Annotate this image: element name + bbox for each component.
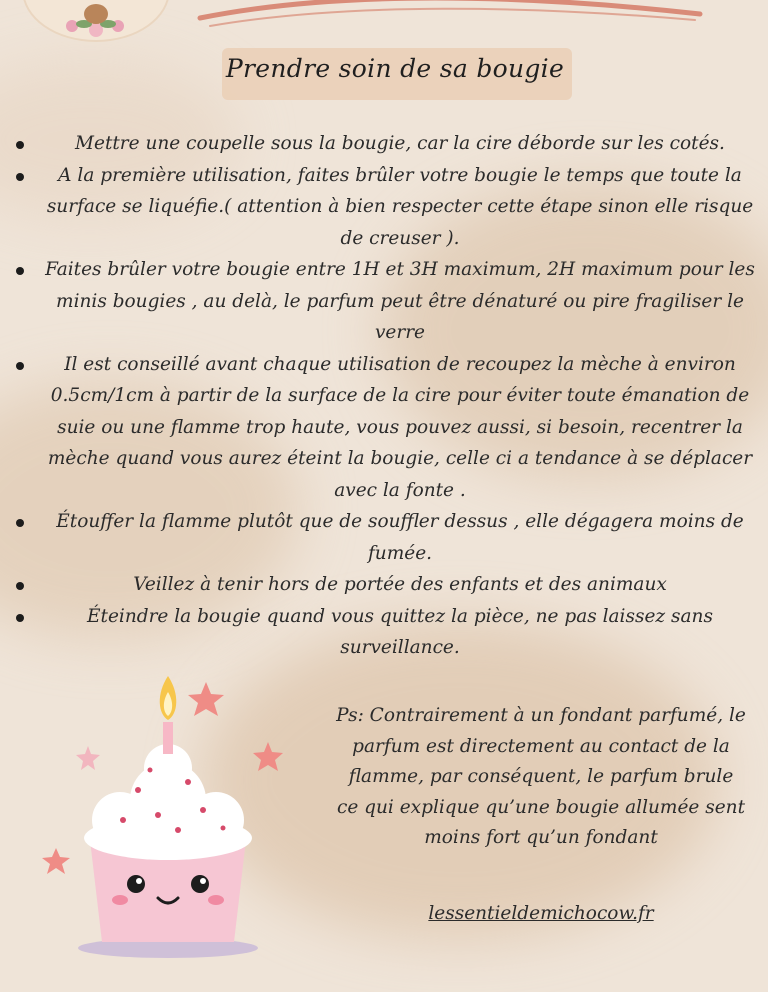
website-link[interactable]: lessentieldemichocow.fr [428, 903, 654, 924]
star-icon [253, 742, 283, 771]
bullet-icon [16, 362, 24, 370]
bullet-icon [16, 173, 24, 181]
bullet-icon [16, 267, 24, 275]
brand-logo [22, 0, 170, 42]
list-item [0, 349, 768, 507]
bullet-icon [16, 519, 24, 527]
list-item-text: Mettre une coupelle sous la bougie, car la cire déborde sur les cotés. [75, 133, 725, 154]
bullet-icon [16, 141, 24, 149]
list-item [0, 160, 768, 255]
list-item [0, 128, 768, 160]
bullet-icon [16, 582, 24, 590]
list-item-text: Il est conseillé avant chaque utilisation de recoupez la mèche à environ 0.5cm/1cm à partir de la surface de la cire pour éviter toute émanation de suie ou une flamme trop haute, vous pouvez aussi, si besoin, recentrer la mèche quand vous aurez éteint la bougie, celle ci a tendance à se déplacer avec la fonte . [47, 353, 753, 501]
page-title: Prendre soin de sa bougie [225, 54, 565, 83]
list-item [0, 601, 768, 664]
star-icon [188, 682, 224, 716]
list-item-text: Veillez à tenir hors de portée des enfants et des animaux [133, 574, 667, 595]
list-item-text: Étouffer la flamme plutôt que de souffler dessus , elle dégagera moins de fumée. [56, 511, 744, 564]
list-item-text: A la première utilisation, faites brûler votre bougie le temps que toute la surface se liquéfie.( attention à bien respecter cette étape sinon elle risque de creuser ). [46, 164, 754, 249]
list-item [0, 506, 768, 569]
list-item-text: Éteindre la bougie quand vous quittez la pièce, ne pas laissez sans surveillance. [87, 605, 713, 658]
bullet-icon [16, 614, 24, 622]
ps-note: Ps: Contrairement à un fondant parfumé, le parfum est directement au contact de la flamme, par conséquent, le parfum brule ce qui explique qu’une bougie allumée sent moins fort qu’un fondant [336, 705, 746, 848]
list-item [0, 254, 768, 349]
list-item [0, 569, 768, 601]
list-item-text: Faites brûler votre bougie entre 1H et 3H maximum, 2H maximum pour les minis bougies , au delà, le parfum peut être dénaturé ou pire fragiliser le verre [45, 259, 755, 343]
decorative-swoosh [190, 0, 710, 36]
star-icon [76, 746, 100, 770]
care-instructions-list [0, 128, 768, 664]
cupcake-candle-illustration [28, 670, 298, 970]
star-icon [42, 848, 70, 874]
